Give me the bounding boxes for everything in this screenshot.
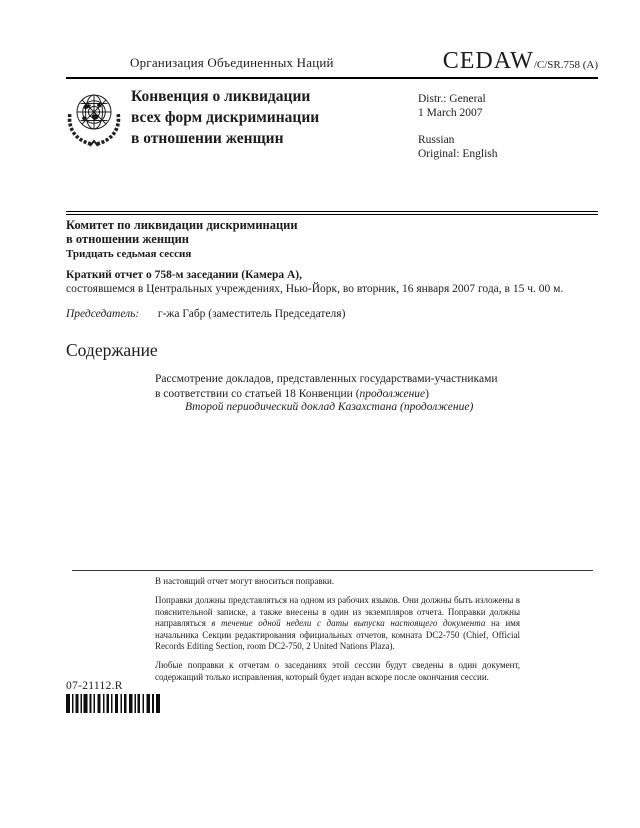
footnote-paragraph-1: В настоящий отчет могут вноситься поправки. — [155, 576, 335, 586]
session-number: Тридцать седьмая сессия — [66, 248, 192, 260]
distribution-original: Original: English — [418, 148, 498, 160]
contents-item-close-paren: ) — [425, 387, 429, 400]
contents-item-continued: продолжение — [359, 387, 426, 400]
footnote-paragraph-2 — [155, 595, 520, 652]
meeting-summary — [66, 269, 600, 296]
document-symbol — [443, 48, 598, 75]
footnote-2-italic: в течение одной недели с даты выпуска настоящего документа — [211, 618, 486, 629]
committee-name-line2: в отношении женщин — [66, 231, 189, 246]
document-symbol-suffix: /C/SR.758 (A) — [533, 59, 598, 71]
barcode-image — [66, 694, 160, 713]
contents-item — [155, 372, 500, 401]
meeting-summary-title: Краткий отчет о 758-м заседании (Камера А), — [66, 269, 302, 281]
header-rule — [66, 77, 598, 79]
contents-item-text: Рассмотрение докладов, представленных государствами-участниками в соответствии со статьей 18 Конвенции ( — [155, 373, 498, 400]
document-symbol-main: CEDAW — [442, 48, 534, 74]
meeting-summary-details: состоявшемся в Центральных учреждениях, Нью-Йорк, во вторник, 16 января 2007 года, в 15 ч. 00 м. — [66, 282, 564, 295]
committee-name-line1: Комитет по ликвидации дискриминации — [66, 218, 298, 232]
distribution-type: Distr.: General — [418, 93, 486, 105]
footnote-block — [155, 576, 520, 691]
convention-title-line1: Конвенция о ликвидации — [131, 88, 311, 105]
contents-heading: Содержание — [66, 340, 158, 360]
chairperson-name: г-жа Габр (заместитель Председателя) — [157, 308, 346, 320]
chairperson-row — [66, 308, 345, 320]
convention-title-line3: в отношении женщин — [131, 130, 284, 147]
convention-title — [131, 86, 319, 149]
footnote-2-post: на имя начальника Секции редактирования официальных отчетов, комната DC2-750 (Chief, Official Records Editing Section, room DC2-750, 2 United Nations Plaza). — [155, 618, 520, 652]
distribution-date: 1 March 2007 — [418, 107, 483, 119]
contents-subitem: Второй периодический доклад Казахстана (продолжение) — [185, 401, 474, 413]
un-org-name: Организация Объединенных Наций — [130, 55, 334, 70]
distribution-gap — [418, 120, 498, 133]
section-double-rule — [66, 211, 598, 215]
convention-title-line2: всех форм дискриминации — [131, 109, 320, 126]
footnote-paragraph-3: Любые поправки к отчетам о заседаниях этой сессии будут сведены в один документ, содержащий только исправления, который будет издан вскоре после окончания сессии. — [155, 660, 520, 682]
distribution-block — [418, 92, 498, 161]
distribution-language: Russian — [418, 134, 455, 146]
footnote-2-pre: Поправки должны представляться на одном из рабочих языков. Они должны быть изложены в пояснительной записке, а также внесены в один из экземпляров отчета. Поправки должны направляться — [155, 595, 520, 629]
un-emblem-icon — [62, 86, 126, 150]
committee-block — [66, 219, 298, 260]
chairperson-label: Председатель: — [66, 308, 140, 320]
document-number: 07-21112.R — [66, 680, 123, 692]
footnote-rule — [72, 570, 593, 571]
